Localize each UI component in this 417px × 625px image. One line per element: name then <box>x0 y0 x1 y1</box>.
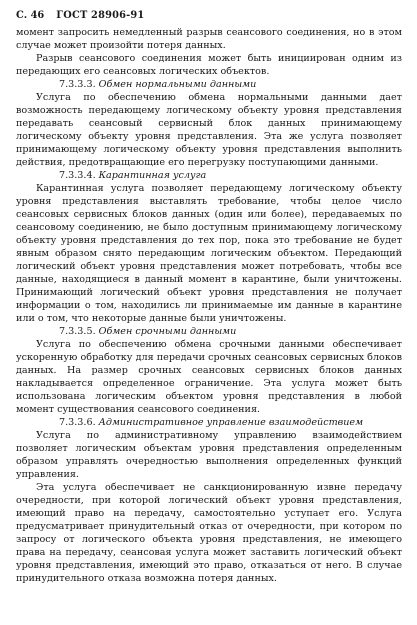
section-number: 7.3.3.5. <box>59 326 96 337</box>
section-heading <box>16 325 402 338</box>
section-number: 7.3.3.3. <box>59 79 96 90</box>
section-heading <box>16 78 402 91</box>
section-title: Административное управление взаимодействием <box>98 417 364 428</box>
section-heading <box>16 416 402 429</box>
paragraph: Услуга по обеспечению обмена нормальными данными дает возможность передающему логическому объекту уровня представления передавать сеансовый сервисный блок данных принимающему логическому объекту уровня представления. Эта же услуга позволяет принимающему логическому объекту уровня представления выполнить действия, предотвращающие его перегрузку поступающими данными. <box>16 92 402 168</box>
paragraph: Услуга по административному управлению взаимодействием позволяет логическим объектам уровня представления определенным образом управлять очередностью выполнения определенных функций управления. <box>16 430 402 480</box>
section-title: Обмен нормальными данными <box>98 79 257 90</box>
paragraph: момент запросить немедленный разрыв сеансового соединения, но в этом случае может произойти потеря данных. <box>16 27 402 51</box>
page-number: С. 46 <box>16 10 45 21</box>
section-heading <box>16 169 402 182</box>
paragraph: Услуга по обеспечению обмена срочными данными обеспечивает ускоренную обработку для передачи срочных сеансовых сервисных блоков данных. На размер срочных сеансовых сервисных блоков данных накладывается определенное ограничение. Эта услуга может быть использована логическим объектом уровня представления в любой момент существования сеансового соединения. <box>16 339 402 415</box>
section-number: 7.3.3.4. <box>59 170 96 181</box>
section-title: Обмен срочными данными <box>98 326 237 337</box>
paragraph: Карантинная услуга позволяет передающему логическому объекту уровня представления выставлять требование, чтобы целое число сеансовых сервисных блоков данных (один или более), передаваемых по сеансовому соединению, не было доступным принимающему логическому объекту уровня представления до тех пор, пока это требование не будет явным образом снято передающим логическим объектом. Передающий логический объект уровня представления может потребовать, чтобы все данные, находящиеся в данный момент в карантине, были уничтожены. Принимающий логический объект уровня представления не получает информации о том, находились ли принимаемые им данные в карантине или о том, что некоторые данные были уничтожены. <box>16 183 402 324</box>
standard-code: ГОСТ 28906-91 <box>56 10 145 21</box>
document-body <box>16 26 402 585</box>
page-header <box>16 9 402 22</box>
paragraph: Эта услуга обеспечивает не санкционированную извне передачу очередности, при которой логический объект уровня представления, имеющий право на передачу, самостоятельно уступает его. Услуга предусматривает принудительный отказ от очередности, при котором по запросу от логического объекта уровня представления, не имеющего права на передачу, сеансовая услуга может заставить логический объект уровня представления, имеющий это право, отказаться от него. В случае принудительного отказа возможна потеря данных. <box>16 482 402 584</box>
section-title: Карантинная услуга <box>98 170 207 181</box>
paragraph: Разрыв сеансового соединения может быть инициирован одним из передающих его сеансовых логических объектов. <box>16 53 402 77</box>
section-number: 7.3.3.6. <box>59 417 96 428</box>
